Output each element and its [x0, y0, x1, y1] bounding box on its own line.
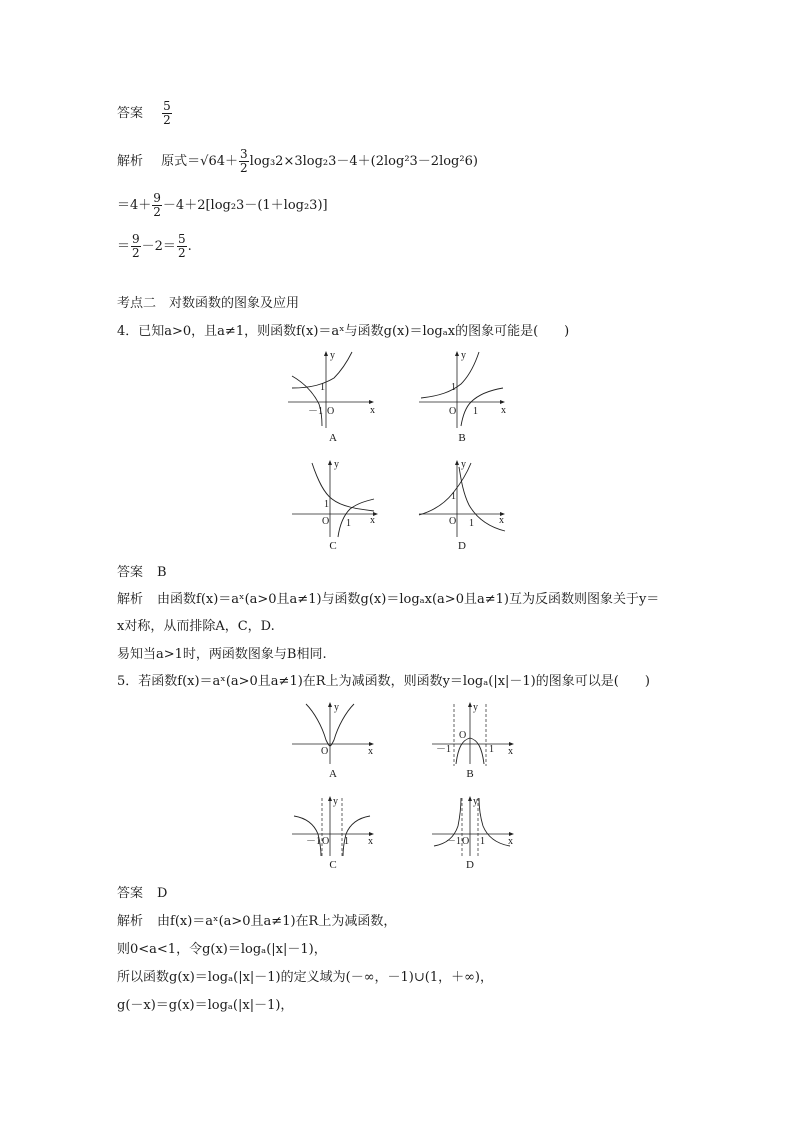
q5-option-b: B [466, 768, 474, 780]
answer-line-1 [117, 100, 173, 127]
y-label: y [473, 702, 478, 713]
section-title: 考点二 对数函数的图象及应用 [117, 296, 300, 311]
analysis-text: 由函数f(x)＝aˣ(a>0且a≠1)与函数g(x)＝logₐx(a>0且a≠1)互为反函数则图象关于y＝ [157, 592, 660, 607]
tick-one: 1 [344, 836, 349, 847]
question-5: 5．若函数f(x)＝aˣ(a>0且a≠1)在R上为减函数，则函数y＝logₐ(|x|－1)的图象可以是( ) [117, 674, 650, 689]
q5-graph-c [288, 794, 378, 862]
q5-option-d: D [466, 859, 474, 871]
fraction-numerator: 5 [163, 99, 171, 113]
expr-text: －4＋2[log₂3－(1＋log₂3)] [162, 198, 328, 213]
analysis-4-line-2: x对称，从而排除A，C，D. [117, 619, 275, 634]
expr-text: ＝ [117, 239, 131, 254]
q4-option-d: D [458, 540, 466, 552]
fraction: $\frac{9}{2}$ [153, 191, 161, 219]
tick-neg-one: －1 [308, 406, 323, 417]
tick-one: 1 [320, 382, 325, 393]
analysis-label: 解析 [117, 914, 144, 929]
expr-text: 原式＝ [161, 154, 201, 169]
analysis-4-line-3: 易知当a>1时，两函数图象与B相同. [117, 647, 327, 662]
y-label: y [330, 350, 335, 361]
q5-graph-b [428, 700, 518, 770]
fraction: $\frac{5}{2}$ [177, 232, 186, 260]
answer-line-4 [117, 565, 167, 581]
expr-text: －2＝ [141, 239, 176, 254]
origin-label: O [322, 516, 330, 527]
expr-text: ＝4＋ [117, 198, 152, 213]
analysis-label: 解析 [117, 154, 144, 169]
origin-label: O [449, 516, 457, 527]
origin-label: O [321, 746, 329, 757]
y-label: y [461, 459, 466, 470]
tick-neg-one: －1 [446, 836, 461, 847]
x-label: x [368, 746, 373, 757]
q4-graph-c [288, 457, 384, 543]
root-expr: √64 [200, 154, 225, 169]
analysis-line-1 [117, 148, 478, 175]
origin-label: O [462, 836, 470, 847]
origin-label: O [322, 836, 330, 847]
q4-option-c: C [329, 540, 337, 552]
expr-text: . [187, 239, 192, 254]
tick-one: 1 [480, 836, 485, 847]
answer-label: 答案 [117, 886, 144, 901]
analysis-label: 解析 [117, 592, 144, 607]
q4-graph-d [415, 457, 511, 543]
answer-fraction [162, 100, 172, 127]
x-label: x [508, 746, 513, 757]
fraction: $\frac{3}{2}$ [240, 147, 248, 175]
analysis-5-line-2: 则0<a<1，令g(x)＝logₐ(|x|－1)， [117, 942, 327, 957]
q4-graph-a [284, 348, 380, 434]
tick-one: 1 [473, 406, 478, 417]
tick-one: 1 [469, 518, 474, 529]
origin-label: O [327, 406, 335, 417]
y-label: y [334, 702, 339, 713]
x-label: x [370, 515, 375, 526]
analysis-5-line-1 [117, 914, 396, 930]
analysis-text: 由f(x)＝aˣ(a>0且a≠1)在R上为减函数， [157, 914, 397, 929]
q4-option-a: A [329, 432, 337, 444]
answer-value: D [157, 886, 168, 901]
q4-graph-b [415, 348, 511, 434]
tick-one: 1 [346, 518, 351, 529]
answer-value: B [157, 565, 167, 580]
tick-one: 1 [324, 499, 329, 510]
q5-option-a: A [329, 768, 337, 780]
x-label: x [499, 515, 504, 526]
analysis-line-2 [117, 192, 328, 219]
analysis-line-3 [117, 233, 192, 260]
q5-option-c: C [329, 859, 337, 871]
q5-graph-a [288, 700, 378, 770]
x-label: x [501, 405, 506, 416]
y-label: y [334, 459, 339, 470]
tick-one: 1 [451, 491, 456, 502]
y-label: y [333, 796, 338, 807]
answer-label: 答案 [117, 106, 144, 121]
analysis-4-line-1 [117, 592, 659, 608]
q4-option-b: B [458, 432, 466, 444]
expr-text: ＋ [225, 154, 239, 169]
analysis-5-line-3: 所以函数g(x)＝logₐ(|x|－1)的定义域为(－∞，－1)∪(1，＋∞)， [117, 970, 494, 985]
y-label: y [473, 796, 478, 807]
origin-label: O [449, 406, 457, 417]
x-label: x [368, 836, 373, 847]
tick-neg-one: －1 [306, 836, 321, 847]
origin-label: O [459, 730, 467, 741]
tick-one: 1 [451, 382, 456, 393]
expr-text: log₃2×3log₂3－4＋(2log²3－2log²6) [249, 154, 478, 169]
x-label: x [508, 836, 513, 847]
fraction-denominator: 2 [163, 113, 171, 127]
x-label: x [370, 405, 375, 416]
q5-graph-d [428, 794, 518, 862]
answer-label: 答案 [117, 565, 144, 580]
tick-one: 1 [489, 744, 494, 755]
answer-line-5 [117, 886, 167, 902]
question-4: 4．已知a>0，且a≠1，则函数f(x)＝aˣ与函数g(x)＝logₐx的图象可能是( ) [117, 324, 570, 339]
y-label: y [461, 350, 466, 361]
tick-neg-one: －1 [436, 744, 451, 755]
analysis-5-line-4: g(－x)＝g(x)＝logₐ(|x|－1)， [117, 998, 294, 1013]
fraction: $\frac{9}{2}$ [132, 232, 140, 260]
